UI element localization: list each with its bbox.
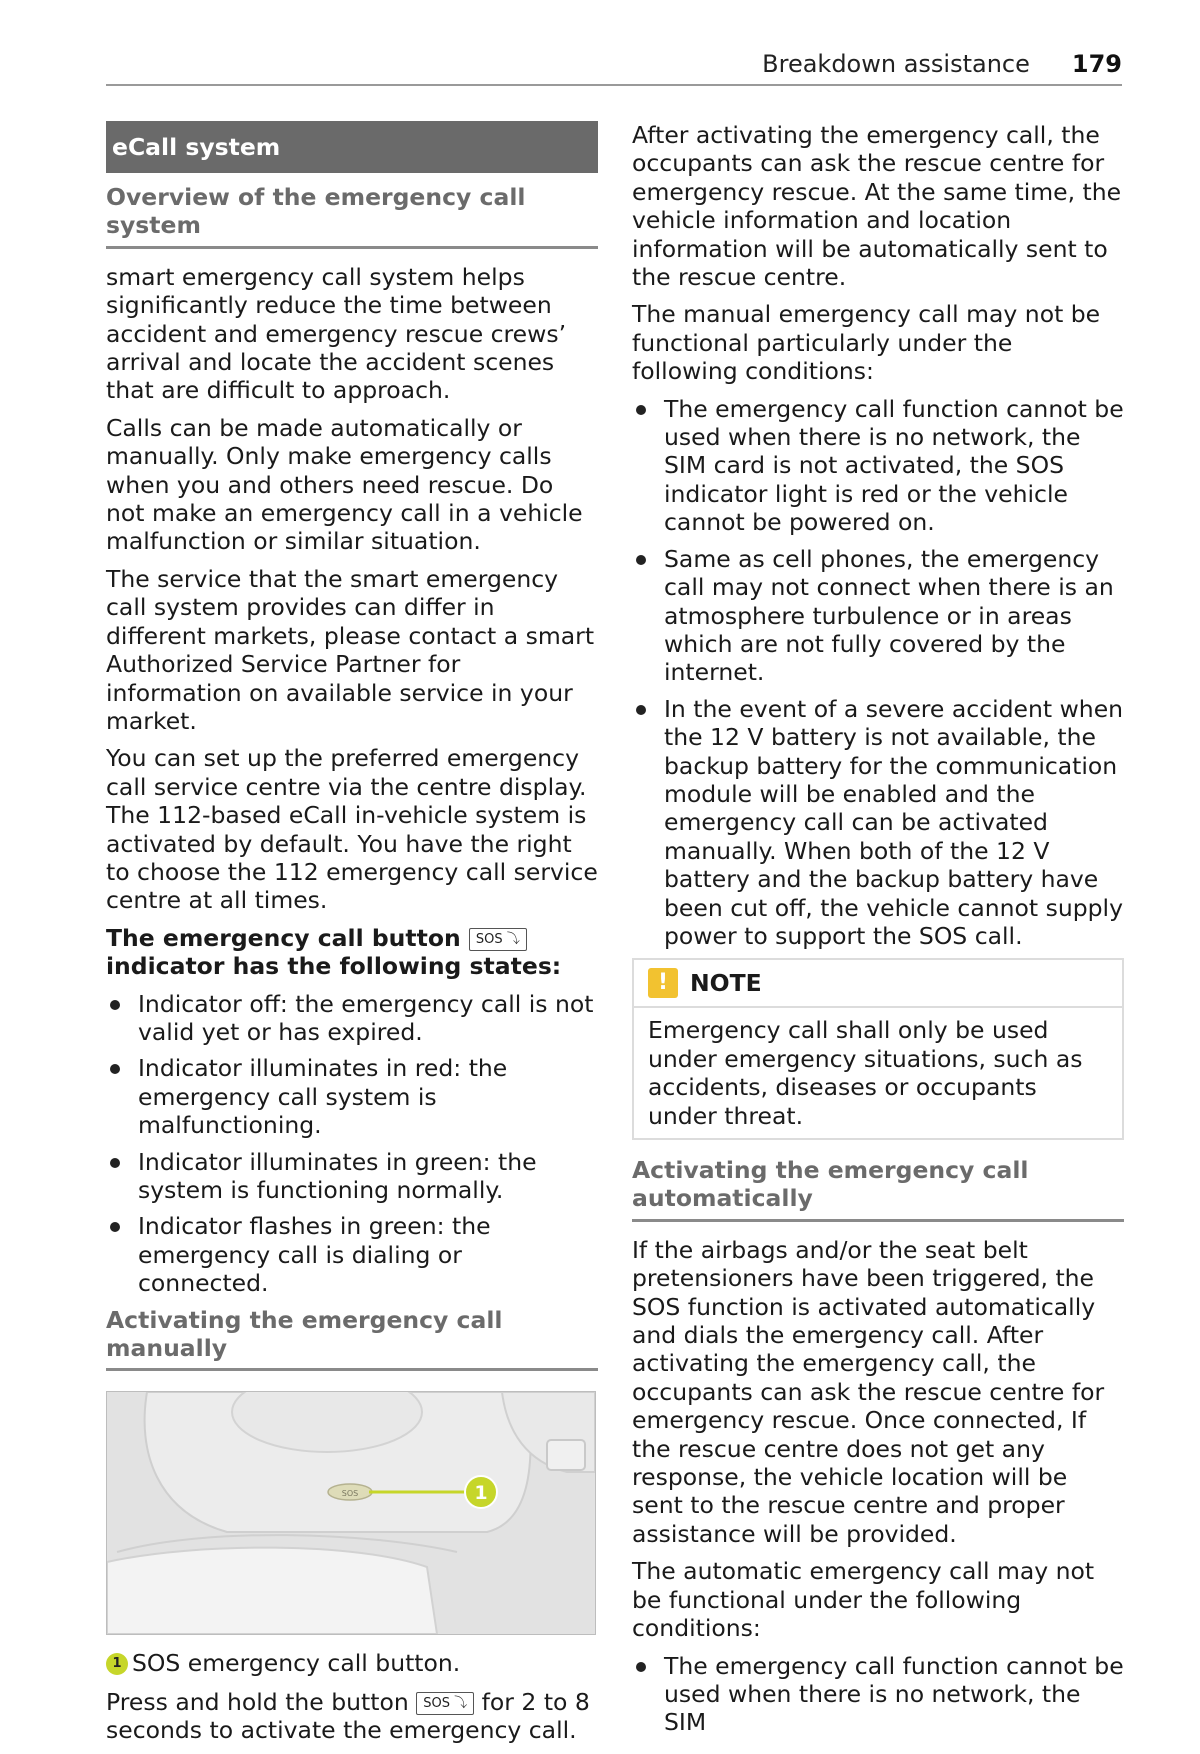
sos-key-label: SOS: [423, 1695, 450, 1711]
callout-badge-1: [465, 1476, 497, 1508]
page-header: [106, 44, 1122, 86]
figure-sos-button-label: SOS: [341, 1489, 359, 1499]
body-paragraph: The automatic emergency call may not be functional under the following conditions:: [632, 1557, 1095, 1643]
list-item: Indicator illuminates in red: the emergency call system is malfunctioning.: [106, 1054, 598, 1139]
body-paragraph: If the airbags and/or the seat belt pretensioners have been triggered, the SOS function is activated automatically and dials the emergency call. After activating the emergency call, the occupants can ask the rescue centre for emergency rescue. Once connected, If the rescue centre does not get any response, the vehicle location will be sent to the rescue centre and proper assistance will be provided.: [632, 1235, 1105, 1548]
indicator-states-list: [106, 990, 598, 1298]
overview-paragraph: You can set up the preferred emergency call service centre via the centre display. The 112-based eCall in-vehicle system is activated by default. You have the right to choose the 112 emergency call service centre at all times.: [106, 744, 598, 915]
overview-heading: Overview of the emergency call system: [106, 183, 598, 249]
list-item: Indicator off: the emergency call is not valid yet or has expired.: [106, 990, 598, 1047]
callout-marker-icon: 1: [106, 1653, 128, 1675]
press-instruction: [106, 1688, 598, 1745]
list-item: In the event of a severe accident when the 12 V battery is not available, the backup battery for the communication module will be enabled and the emergency call can be activated manually. When both of the 12 V battery and the backup battery have been cut off, the vehicle cannot supply power to support the SOS call.: [632, 695, 1124, 951]
note-title: NOTE: [690, 969, 762, 998]
right-column: [632, 121, 1124, 1745]
overview-paragraph: Calls can be made automatically or manually. Only make emergency calls when you and others need rescue. Do not make an emergency call in a vehicle malfunction or similar situation.: [106, 413, 583, 556]
list-item: Indicator flashes in green: the emergency call is dialing or connected.: [106, 1212, 598, 1297]
note-box: [632, 958, 1124, 1140]
page-number: 179: [1071, 50, 1122, 78]
press-text: for 2 to 8 seconds to activate the emergency call.: [106, 1687, 590, 1745]
states-intro-text: The emergency call button: [106, 923, 461, 952]
list-item: Same as cell phones, the emergency call may not connect when there is an atmosphere turbulence or in areas which are not fully covered by the internet.: [632, 545, 1124, 687]
warning-icon: !: [648, 968, 678, 998]
overview-paragraph: The service that the smart emergency call system provides can differ in different markets, please contact a smart Authorized Service Partner for information on available service in your market.: [106, 564, 595, 735]
note-body: [634, 1008, 1122, 1138]
states-intro-text: indicator has the following states:: [106, 952, 562, 981]
caption-text: SOS emergency call button.: [132, 1649, 461, 1678]
dashboard-illustration: [106, 1391, 596, 1635]
note-header: [634, 960, 1122, 1008]
sos-button-icon: SOS ⤵: [416, 1692, 474, 1715]
list-item: The emergency call function cannot be used when there is no network, the SIM card is not activated, the SOS indicator light is red or the vehicle cannot be powered on.: [632, 395, 1124, 537]
section-title: eCall system: [106, 121, 598, 173]
callout-number: 1: [474, 1482, 488, 1505]
note-text: Emergency call shall only be used under emergency situations, such as accidents, diseases or occupants under threat.: [648, 1016, 1083, 1130]
press-text: Press and hold the button: [106, 1687, 409, 1716]
auto-conditions-list: [632, 1652, 1124, 1737]
overview-paragraph: smart emergency call system helps significantly reduce the time between accident and emergency rescue crews’ arrival and locate the accident scenes that are difficult to approach.: [106, 262, 567, 405]
indicator-states-intro: [106, 924, 598, 981]
list-item: The emergency call function cannot be used when there is no network, the SIM: [632, 1652, 1124, 1737]
list-item: Indicator illuminates in green: the system is functioning normally.: [106, 1148, 598, 1205]
left-column: [106, 121, 598, 1754]
body-paragraph: The manual emergency call may not be functional particularly under the following conditions:: [632, 300, 1101, 386]
auto-heading: Activating the emergency call automatically: [632, 1156, 1124, 1222]
sos-button-icon: SOS ⤵: [469, 928, 527, 951]
running-section-title: Breakdown assistance: [762, 50, 1030, 78]
body-paragraph: After activating the emergency call, the occupants can ask the rescue centre for emergency rescue. At the same time, the vehicle information and location information will be automatically sent to the rescue centre.: [632, 121, 1122, 292]
manual-conditions-list: [632, 395, 1124, 951]
sos-key-label: SOS: [475, 931, 503, 947]
dashboard-drawing: [107, 1392, 595, 1634]
manual-heading: Activating the emergency call manually: [106, 1306, 598, 1372]
figure-caption: [106, 1649, 598, 1677]
